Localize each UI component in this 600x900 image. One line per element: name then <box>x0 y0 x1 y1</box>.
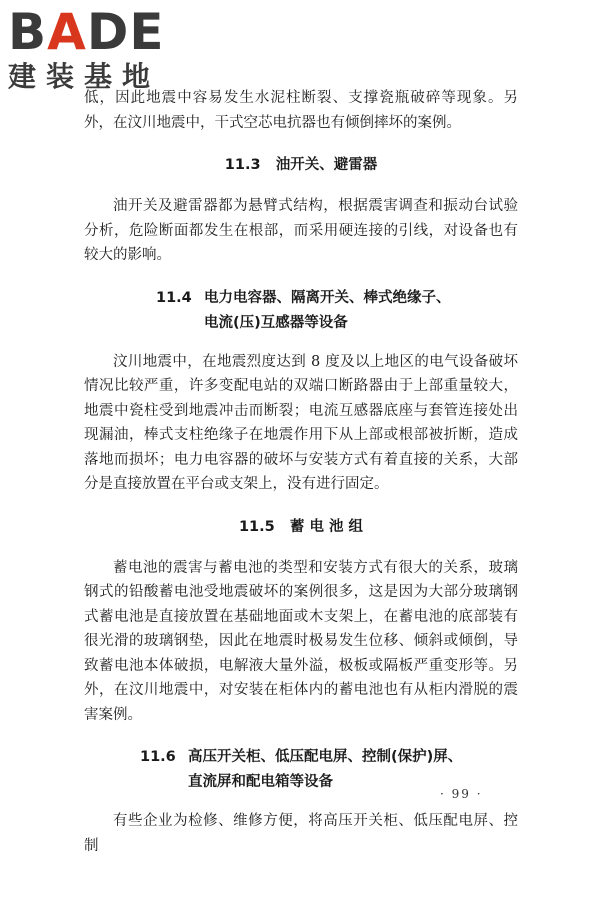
section-title-line2: 直流屏和配电箱等设备 <box>188 774 333 790</box>
paragraph-11-3: 油开关及避雷器都为悬臂式结构，根据震害调查和振动台试验分析，危险断面都发生在根部，而采用硬连接的引线，对设备也有较大的影响。 <box>84 198 518 263</box>
watermark-subtitle: 建装基地 <box>8 60 161 93</box>
section-title: 蓄 电 池 组 <box>289 518 364 535</box>
brand-letter: B <box>8 3 48 61</box>
watermark-logo <box>8 3 178 94</box>
section-title: 油开关、避雷器 <box>275 157 378 173</box>
section-title-line1: 高压开关柜、低压配电屏、控制(保护)屏、 <box>188 749 463 765</box>
section-title-line1: 电力电容器、隔离开关、棒式绝缘子、 <box>204 289 451 306</box>
section-number: 11.3 <box>224 157 261 173</box>
paragraph-11-5: 蓄电池的震害与蓄电池的类型和安装方式有很大的关系，玻璃钢式的铅酸蓄电池受地震破坏的案例很多，这是因为大部分玻璃钢式蓄电池是直接放置在基础地面或木支架上，在蓄电池的底部装有很光滑的玻璃钢垫，因此在地震时极易发生位移、倾斜或倾倒，导致蓄电池本体破损，电解液大量外溢，极板或隔板严重变形等。另外，在汶川地震中，对安装在柜体内的蓄电池也有从柜内滑脱的震害案例。 <box>84 559 518 723</box>
section-heading-11-5 <box>84 515 518 540</box>
paragraph-11-6: 有些企业为检修、维修方便，将高压开关柜、低压配电屏、控制 <box>84 813 518 854</box>
section-number: 11.5 <box>238 518 275 535</box>
section-heading-11-3 <box>84 153 518 178</box>
section-number: 11.4 <box>156 289 192 306</box>
section-heading-11-4 <box>84 286 518 336</box>
section-number: 11.6 <box>140 749 176 765</box>
page-number: · 99 · <box>440 787 483 801</box>
paragraph-continued: 低，因此地震中容易发生水泥柱断裂、支撑瓷瓶破碎等现象。另外，在汶川地震中，干式空芯电抗器也有倾倒摔坏的案例。 <box>84 90 518 131</box>
brand-letters: DE <box>86 3 165 61</box>
page-body <box>84 86 518 858</box>
section-title-line2: 电流(压)互感器等设备 <box>204 314 348 331</box>
watermark-brand <box>8 3 178 61</box>
brand-accent-letter: A <box>47 3 87 61</box>
paragraph-11-4: 汶川地震中，在地震烈度达到 8 度及以上地区的电气设备破坏情况比较严重，许多变配电站的双端口断路器由于上部重量较大，地震中瓷柱受到地震冲击而断裂；电流互感器底座与套管连接处出现漏油，棒式支柱绝缘子在地震作用下从上部或根部被折断，造成落地而损坏；电力电容器的破坏与安装方式有着直接的关系，大部分是直接放置在平台或支架上，没有进行固定。 <box>84 353 518 492</box>
